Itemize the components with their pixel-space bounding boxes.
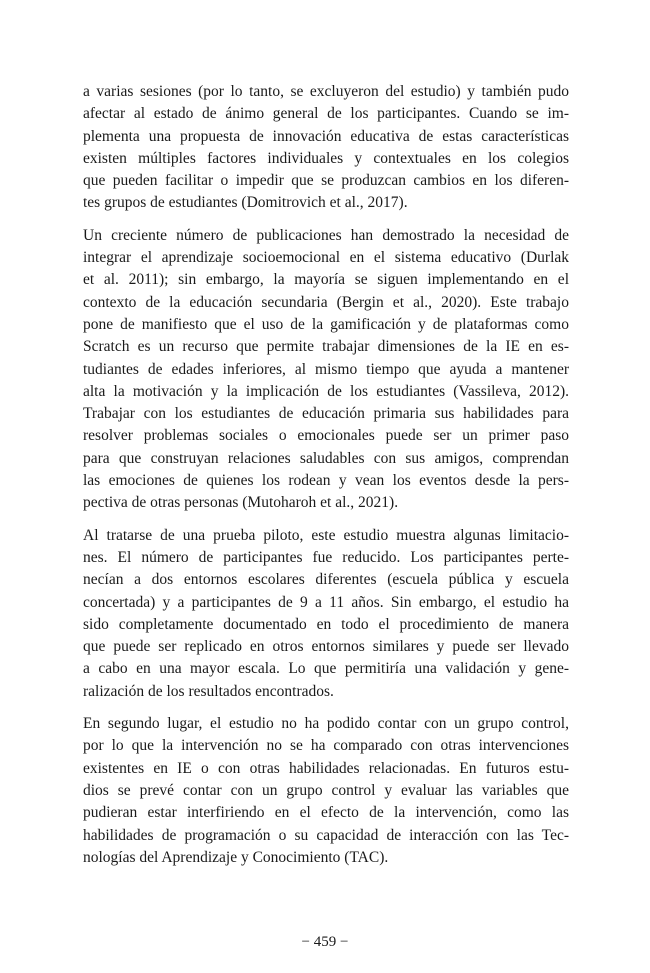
text-line: nes. El número de participantes fue reducido. Los participantes perte- — [83, 548, 569, 566]
text-line: por lo que la intervención no se ha comparado con otras intervenciones — [83, 737, 569, 755]
text-line: tudiantes de edades inferiores, al mismo tiempo que ayuda a mantener — [83, 360, 569, 378]
paragraph-1 — [83, 81, 569, 215]
text-line: que puede ser replicado en otros entornos similares y puede ser llevado — [83, 638, 569, 656]
body-text — [83, 81, 569, 879]
text-line: para que construyan relaciones saludables con sus amigos, comprendan — [83, 449, 569, 467]
text-line: resolver problemas sociales o emocionales puede ser un primer paso — [83, 427, 569, 445]
text-line: necían a dos entornos escolares diferentes (escuela pública y escuela — [83, 571, 569, 589]
text-line: plementa una propuesta de innovación educativa de estas características — [83, 127, 569, 145]
text-line: pone de manifiesto que el uso de la gamificación y de plataformas como — [83, 315, 569, 333]
text-line: nologías del Aprendizaje y Conocimiento (TAC). — [83, 848, 389, 866]
text-line: Trabajar con los estudiantes de educación primaria sus habilidades para — [83, 405, 569, 423]
text-line: integrar el aprendizaje socioemocional en el sistema educativo (Durlak — [83, 249, 569, 267]
text-line: que pueden facilitar o impedir que se produzcan cambios en los diferen- — [83, 172, 569, 190]
text-line: tes grupos de estudiantes (Domitrovich et al., 2017). — [83, 194, 408, 212]
text-line: afectar al estado de ánimo general de los participantes. Cuando se im- — [83, 105, 569, 123]
text-line: contexto de la educación secundaria (Bergin et al., 2020). Este trabajo — [83, 293, 569, 311]
text-line: a cabo en una mayor escala. Lo que permitiría una validación y gene- — [83, 660, 569, 678]
paragraph-2 — [83, 225, 569, 515]
text-line: a varias sesiones (por lo tanto, se excluyeron del estudio) y también pudo — [83, 83, 569, 100]
paragraph-4 — [83, 713, 569, 869]
text-line: pudieran estar interfiriendo en el efecto de la intervención, como las — [83, 804, 569, 822]
text-line: sido completamente documentado en todo el procedimiento de manera — [83, 615, 569, 633]
text-line: Al tratarse de una prueba piloto, este estudio muestra algunas limitacio- — [83, 526, 569, 544]
text-line: existen múltiples factores individuales y contextuales en los colegios — [83, 149, 569, 167]
text-line: ralización de los resultados encontrados. — [83, 682, 334, 700]
paragraph-3 — [83, 525, 569, 703]
text-line: Un creciente número de publicaciones han demostrado la necesidad de — [83, 226, 569, 244]
text-line: et al. 2011); sin embargo, la mayoría se siguen implementando en el — [83, 271, 569, 289]
text-line: dios se prevé contar con un grupo control y evaluar las variables que — [83, 781, 569, 799]
text-line: concertada) y a participantes de 9 a 11 años. Sin embargo, el estudio ha — [83, 593, 569, 611]
text-line: Scratch es un recurso que permite trabajar dimensiones de la IE en es- — [83, 338, 569, 356]
text-line: existentes en IE o con otras habilidades relacionadas. En futuros estu- — [83, 759, 569, 777]
text-line: En segundo lugar, el estudio no ha podido contar con un grupo control, — [83, 715, 569, 733]
text-line: habilidades de programación o su capacidad de interacción con las Tec- — [83, 826, 569, 844]
text-line: alta la motivación y la implicación de los estudiantes (Vassileva, 2012). — [83, 382, 569, 400]
text-line: las emociones de quienes los rodean y vean los eventos desde la pers- — [83, 472, 569, 490]
page-number: − 459 − — [301, 934, 349, 950]
text-line: pectiva de otras personas (Mutoharoh et al., 2021). — [83, 494, 399, 512]
